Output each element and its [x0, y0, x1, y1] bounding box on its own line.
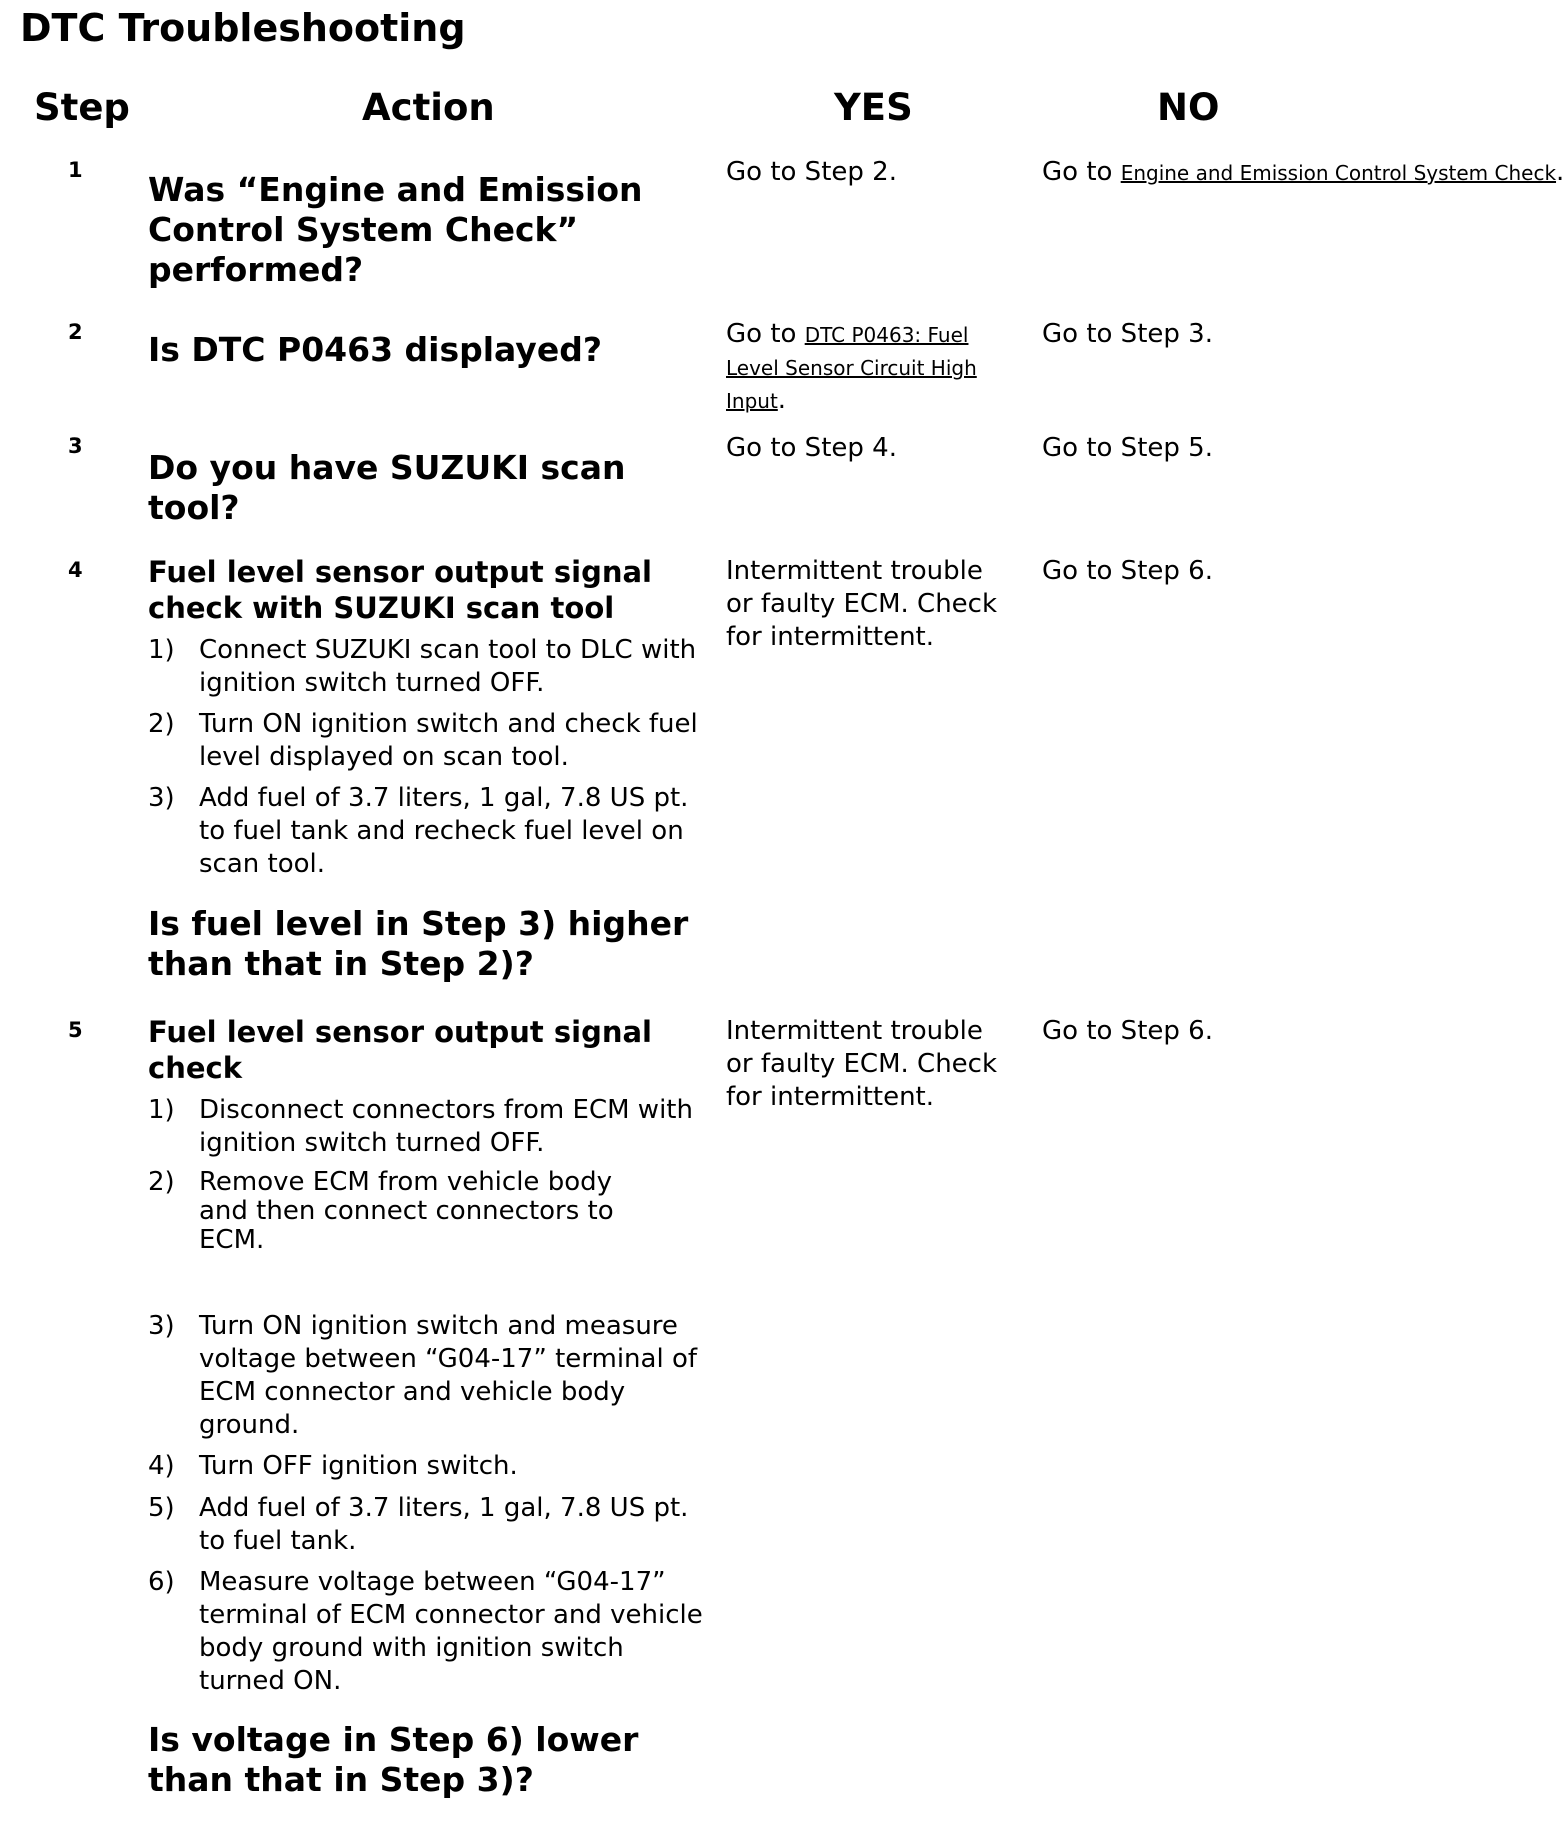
list-item-text: Add fuel of 3.7 liters, 1 gal, 7.8 US pt. to fuel tank. [199, 1493, 689, 1556]
step-number: 4 [68, 558, 83, 582]
list-item-number: 3) [148, 783, 175, 813]
step-number: 1 [68, 158, 83, 182]
list-item [148, 1492, 708, 1558]
list-item-text: Add fuel of 3.7 liters, 1 gal, 7.8 US pt. to fuel tank and recheck fuel level on scan tool. [199, 783, 689, 879]
list-item-number: 2) [148, 1167, 175, 1197]
list-item-text: Turn ON ignition switch and measure voltage between “G04-17” terminal of ECM connector and vehicle body ground. [199, 1311, 698, 1440]
column-header-no: NO [1157, 86, 1220, 129]
list-item [148, 1450, 708, 1483]
no-result: Go to Step 5. [1042, 433, 1213, 463]
yes-result: Go to Step 2. [726, 157, 897, 187]
yes-result [726, 318, 1016, 417]
yes-result: Intermittent trouble or faulty ECM. Check for intermittent. [726, 556, 998, 652]
step-heading: Fuel level sensor output signal check [148, 1015, 653, 1085]
yes-result: Intermittent trouble or faulty ECM. Check for intermittent. [726, 1016, 998, 1112]
yes-result: Go to Step 4. [726, 433, 897, 463]
yes-result-suffix: . [777, 385, 787, 415]
list-item-text: Turn OFF ignition switch. [199, 1451, 518, 1481]
no-result: Go to Step 3. [1042, 319, 1213, 349]
no-result-prefix: Go to [1042, 157, 1121, 187]
list-item [148, 1094, 708, 1160]
yes-result-prefix: Go to [726, 319, 805, 349]
step-question: Is fuel level in Step 3) higher than that in Step 2)? [148, 904, 689, 983]
list-item-number: 1) [148, 635, 175, 665]
list-item [148, 1168, 708, 1255]
no-result-suffix: . [1556, 157, 1564, 187]
column-header-action: Action [362, 86, 495, 129]
list-item-text: Turn ON ignition switch and check fuel level displayed on scan tool. [199, 709, 698, 772]
list-item-number: 1) [148, 1095, 175, 1125]
list-item [148, 782, 708, 881]
step-question: Is voltage in Step 6) lower than that in Step 3)? [148, 1720, 639, 1799]
list-item-number: 4) [148, 1451, 175, 1481]
no-result [1042, 156, 1564, 189]
step-number: 2 [68, 320, 83, 344]
list-item-text: Connect SUZUKI scan tool to DLC with ignition switch turned OFF. [199, 635, 697, 698]
step-number: 5 [68, 1018, 83, 1042]
list-item [148, 1310, 708, 1442]
list-item-text: Remove ECM from vehicle body and then connect connectors to ECM. [199, 1167, 614, 1255]
list-item-number: 2) [148, 709, 175, 739]
list-item-number: 3) [148, 1311, 175, 1341]
engine-emission-check-link[interactable]: Engine and Emission Control System Check [1120, 161, 1557, 185]
list-item [148, 708, 708, 774]
step-heading: Fuel level sensor output signal check with SUZUKI scan tool [148, 555, 653, 625]
page-title: DTC Troubleshooting [20, 6, 466, 50]
no-result: Go to Step 6. [1042, 1016, 1213, 1046]
step-question: Do you have SUZUKI scan tool? [148, 448, 626, 527]
step-number: 3 [68, 434, 83, 458]
list-item-number: 6) [148, 1567, 175, 1597]
column-header-yes: YES [834, 86, 913, 129]
no-result: Go to Step 6. [1042, 556, 1213, 586]
list-item-text: Measure voltage between “G04-17” terminal of ECM connector and vehicle body ground with ignition switch turned ON. [199, 1567, 703, 1696]
list-item-number: 5) [148, 1493, 175, 1523]
list-item [148, 1566, 708, 1698]
step-question: Was “Engine and Emission Control System Check” performed? [148, 170, 643, 289]
step-question: Is DTC P0463 displayed? [148, 330, 602, 369]
dtc-p0463-link[interactable]: DTC P0463: Fuel Level Sensor Circuit High Input [726, 323, 977, 413]
list-item [148, 634, 708, 700]
list-item-text: Disconnect connectors from ECM with ignition switch turned OFF. [199, 1095, 693, 1158]
column-header-step: Step [34, 86, 130, 129]
